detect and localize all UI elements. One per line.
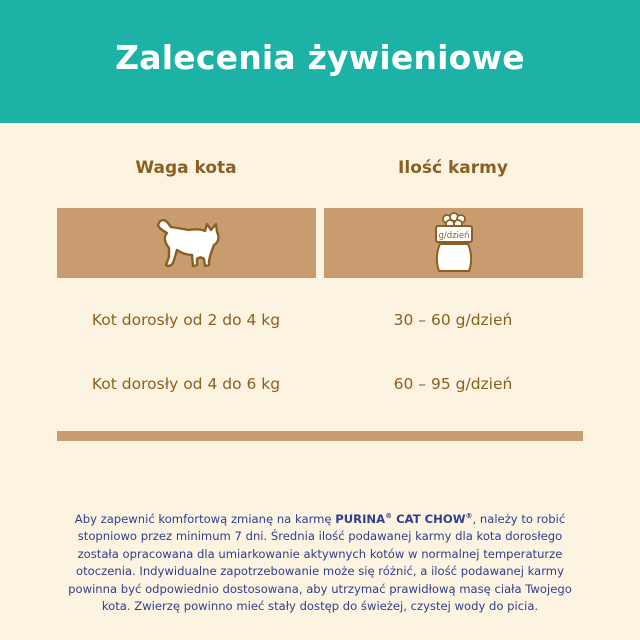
- row-1-amount: 30 – 60 g/dzień: [393, 311, 513, 329]
- table-bottom-bar: [57, 431, 583, 441]
- row-2-amount: 60 – 95 g/dzień: [393, 375, 513, 393]
- note-text-end: , należy to robić stopniowo przez minimum 7 dni. Średnia ilość podawanej karmy dla kota dorosłego została opracowana dla umiarkowanie aktywnych kotów w normalnej temperaturze otoczenia. Indywidualne zapotrzebowanie może się różnić, a ilość podawanej karmy powinna być odpowiednio dostosowana, aby utrzymać prawidłową masę ciała Twojego kota. Zwierzę powinno mieć stały dostęp do świeżej, czystej wody do picia.: [68, 511, 572, 614]
- food-bowl-icon: [424, 211, 484, 275]
- header-banner: [0, 0, 640, 123]
- cat-silhouette-icon: [147, 213, 227, 273]
- column-header-amount: Ilość karmy: [398, 158, 508, 178]
- weight-icon-band: [57, 208, 316, 278]
- note-text-start: Aby zapewnić komfortową zmianę na karmę: [74, 511, 336, 526]
- feeding-note: [62, 511, 578, 616]
- column-header-weight: Waga kota: [135, 158, 237, 178]
- bowl-label: g/dzień: [437, 231, 470, 241]
- row-2-weight: Kot dorosły od 4 do 6 kg: [91, 375, 281, 393]
- amount-icon-band: [324, 208, 583, 278]
- page-title: Zalecenia żywieniowe: [115, 38, 525, 77]
- brand-purina: PURINA® CAT CHOW®: [335, 511, 473, 526]
- row-1-weight: Kot dorosły od 2 do 4 kg: [91, 311, 281, 329]
